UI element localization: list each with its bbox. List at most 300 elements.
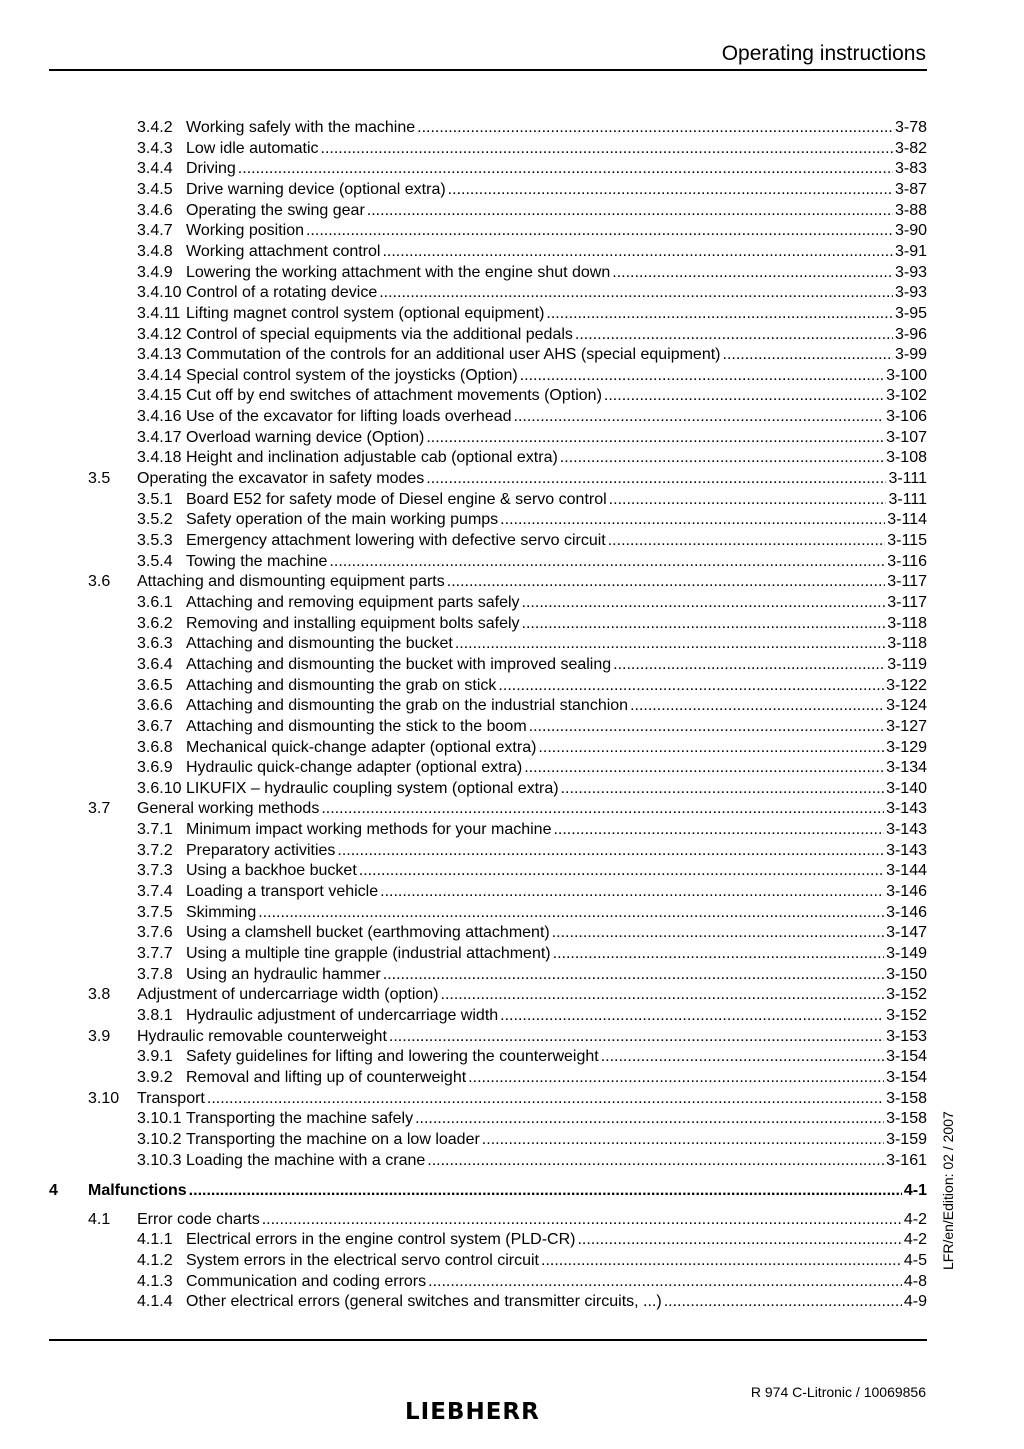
toc-entry-title: Removal and lifting up of counterweight: [186, 1068, 467, 1086]
dot-leader: [426, 428, 884, 448]
toc-entry-page: 3-127: [886, 717, 927, 735]
toc-entry-number: 3.6.2: [137, 614, 173, 632]
toc-entry-number: 3.4.11: [137, 304, 181, 322]
toc-entry[interactable]: [0, 1047, 1024, 1067]
dot-leader: [522, 593, 886, 613]
toc-entry-page: 3-154: [886, 1068, 927, 1086]
toc-entry[interactable]: [0, 1210, 1024, 1230]
toc-entry-number: 3.5.2: [137, 511, 173, 529]
toc-entry[interactable]: [0, 552, 1024, 572]
toc-entry-page: 3-153: [886, 1027, 927, 1045]
toc-entry-title: Board E52 for safety mode of Diesel engine & servo control: [186, 490, 607, 508]
toc-entry-number: 3.4.5: [137, 180, 173, 198]
toc-entry-page: 3-108: [886, 449, 927, 467]
toc-entry-page: 3-111: [888, 490, 927, 508]
dot-leader: [321, 799, 884, 819]
toc-entry-body: [137, 1027, 927, 1047]
toc-entry[interactable]: [0, 263, 1024, 283]
dot-leader: [514, 407, 885, 427]
header-rule: [49, 69, 927, 71]
toc-entry-body: [186, 1151, 927, 1171]
toc-entry[interactable]: [0, 531, 1024, 551]
toc-entry-number: 3.5.4: [137, 552, 173, 570]
toc-entry-title: Attaching and dismounting the bucket with improved sealing: [186, 655, 612, 673]
toc-entry-page: 3-161: [886, 1151, 927, 1169]
dot-leader: [383, 965, 884, 985]
dot-leader: [664, 1292, 902, 1312]
toc-entry-number: 3.8: [88, 986, 111, 1004]
toc-entry-page: 3-154: [886, 1048, 927, 1066]
toc-entry[interactable]: [0, 841, 1024, 861]
toc-entry-number: 3.6.8: [137, 738, 173, 756]
dot-leader: [723, 345, 893, 365]
toc-entry-body: [186, 118, 927, 138]
toc-entry-page: 3-114: [887, 511, 927, 529]
dot-leader: [426, 469, 886, 489]
toc-entry-body: [186, 696, 927, 716]
toc-entry[interactable]: [0, 779, 1024, 799]
toc-entry-page: 3-91: [894, 242, 927, 260]
toc-entry-body: [186, 841, 927, 861]
toc-entry-title: Attaching and removing equipment parts safely: [186, 593, 520, 611]
toc-entry[interactable]: [0, 861, 1024, 881]
dot-leader: [498, 676, 884, 696]
toc-entry-page: 4-8: [903, 1272, 927, 1290]
toc-entry-body: [186, 159, 927, 179]
toc-entry-page: 4-1: [903, 1182, 927, 1200]
toc-entry-number: 3.9.1: [137, 1048, 173, 1066]
toc-entry-body: [186, 180, 927, 200]
toc-entry[interactable]: [0, 201, 1024, 221]
dot-leader: [524, 758, 884, 778]
toc-entry[interactable]: [0, 1272, 1024, 1292]
toc-entry-number: 4.1.3: [137, 1272, 173, 1290]
toc-entry-title: Safety guidelines for lifting and lowering the counterweight: [186, 1048, 599, 1066]
toc-entry-page: 3-118: [887, 635, 927, 653]
toc-entry[interactable]: [0, 118, 1024, 138]
toc-entry-body: [186, 717, 927, 737]
toc-entry-number: 3.4.3: [137, 139, 173, 157]
toc-entry-body: [186, 139, 927, 159]
toc-entry-number: 3.4.16: [137, 408, 182, 426]
toc-entry-body: [186, 490, 927, 510]
toc-entry[interactable]: [0, 386, 1024, 406]
toc-entry[interactable]: [0, 304, 1024, 324]
toc-entry-page: 3-143: [886, 800, 927, 818]
toc-entry-title: Communication and coding errors: [186, 1272, 427, 1290]
toc-entry[interactable]: [0, 490, 1024, 510]
toc-entry-number: 3.4.14: [137, 366, 182, 384]
toc-entry-page: 3-111: [888, 470, 927, 488]
toc-entry-body: [186, 634, 927, 654]
toc-entry-title: Removing and installing equipment bolts safely: [186, 614, 520, 632]
toc-entry-number: 3.9.2: [137, 1068, 173, 1086]
toc-entry-page: 3-90: [894, 222, 927, 240]
toc-entry-page: 3-159: [886, 1130, 927, 1148]
toc-entry-body: [186, 1251, 927, 1271]
toc-entry-title: Other electrical errors (general switches and transmitter circuits, ...): [186, 1293, 662, 1311]
toc-entry-number: 3.7.3: [137, 862, 173, 880]
toc-entry[interactable]: [0, 325, 1024, 345]
dot-leader: [468, 1068, 884, 1088]
toc-entry[interactable]: [0, 345, 1024, 365]
toc-entry-number: 4.1.4: [137, 1293, 173, 1311]
toc-entry-title: Loading a transport vehicle: [186, 883, 379, 901]
toc-entry[interactable]: [0, 1089, 1024, 1109]
toc-entry[interactable]: [0, 469, 1024, 489]
toc-entry-title: Using a backhoe bucket: [186, 862, 357, 880]
toc-entry-body: [186, 242, 927, 262]
toc-entry-body: [186, 1230, 927, 1250]
toc-entry-page: 3-117: [887, 593, 927, 611]
toc-entry[interactable]: [0, 180, 1024, 200]
toc-entry-number: 3.4.8: [137, 242, 173, 260]
toc-entry[interactable]: [0, 572, 1024, 592]
toc-entry-body: [88, 1181, 927, 1201]
dot-leader: [541, 1251, 902, 1271]
toc-entry[interactable]: [0, 283, 1024, 303]
toc-entry-number: 3.5.3: [137, 532, 173, 549]
toc-entry-title: Electrical errors in the engine control system (PLD-CR): [186, 1231, 576, 1249]
toc-entry-title: Overload warning device (Option): [186, 428, 425, 446]
toc-entry[interactable]: [0, 1151, 1024, 1171]
toc-entry-page: 3-115: [887, 532, 927, 549]
toc-entry-number: 3.4.4: [137, 160, 173, 178]
toc-entry[interactable]: [0, 1181, 1024, 1201]
dot-leader: [207, 1089, 884, 1109]
toc-entry[interactable]: [0, 985, 1024, 1005]
toc-entry-page: 3-95: [894, 304, 927, 322]
toc-entry-number: 3.10: [88, 1089, 120, 1107]
toc-entry-title: Skimming: [186, 903, 257, 921]
toc-entry-body: [186, 1272, 927, 1292]
toc-entry[interactable]: [0, 820, 1024, 840]
toc-entry[interactable]: [0, 139, 1024, 159]
toc-entry-body: [186, 903, 927, 923]
toc-entry-body: [186, 325, 927, 345]
toc-entry-title: Operating the excavator in safety modes: [137, 470, 425, 488]
toc-entry[interactable]: [0, 696, 1024, 716]
toc-entry-page: 3-93: [894, 284, 927, 302]
toc-entry[interactable]: [0, 882, 1024, 902]
toc-entry-number: 3.8.1: [137, 1006, 173, 1024]
dot-leader: [238, 159, 893, 179]
dot-leader: [577, 1230, 901, 1250]
dot-leader: [553, 944, 884, 964]
toc-entry-body: [186, 386, 927, 406]
toc-entry-page: 3-116: [887, 552, 927, 570]
document-id: R 974 C-Litronic / 10069856: [750, 1384, 926, 1400]
toc-entry-number: 3.4.2: [137, 119, 173, 136]
toc-entry-title: Height and inclination adjustable cab (optional extra): [186, 449, 558, 467]
toc-entry-title: Error code charts: [137, 1210, 260, 1228]
toc-entry-body: [186, 1047, 927, 1067]
dot-leader: [561, 779, 884, 799]
toc-entry-title: Attaching and dismounting the grab on stick: [186, 676, 497, 694]
toc-entry-body: [186, 1068, 927, 1088]
toc-entry-number: 3.6.9: [137, 759, 173, 777]
dot-leader: [522, 614, 886, 634]
dot-leader: [529, 717, 884, 737]
dot-leader: [601, 1047, 884, 1067]
toc-entry-body: [186, 221, 927, 241]
toc-entry-body: [137, 985, 927, 1005]
toc-entry-number: 3.7.4: [137, 883, 173, 901]
dot-leader: [262, 1210, 902, 1230]
toc-entry-body: [186, 201, 927, 221]
dot-leader: [608, 531, 886, 551]
toc-entry-body: [186, 407, 927, 427]
toc-entry[interactable]: [0, 923, 1024, 943]
toc-entry-title: Hydraulic removable counterweight: [137, 1027, 387, 1045]
toc-entry-page: 3-146: [886, 903, 927, 921]
toc-entry-number: 3.7.1: [137, 821, 173, 839]
toc-entry-page: 4-5: [903, 1252, 927, 1270]
toc-entry[interactable]: [0, 1230, 1024, 1250]
toc-entry[interactable]: [0, 944, 1024, 964]
dot-leader: [553, 820, 884, 840]
toc-entry-page: 4-9: [903, 1293, 927, 1311]
dot-leader: [538, 738, 884, 758]
toc-entry-body: [186, 263, 927, 283]
toc-entry-page: 4-2: [903, 1231, 927, 1249]
toc-entry-body: [137, 799, 927, 819]
toc-entry-title: Operating the swing gear: [186, 201, 365, 219]
toc-entry-page: 3-106: [886, 408, 927, 426]
dot-leader: [428, 1272, 902, 1292]
toc-entry-number: 3.6.7: [137, 717, 173, 735]
toc-entry-title: Working position: [186, 222, 304, 240]
dot-leader: [448, 180, 893, 200]
toc-entry-title: System errors in the electrical servo control circuit: [186, 1252, 539, 1270]
toc-entry-number: 3.7.7: [137, 945, 173, 962]
toc-entry-page: 3-149: [886, 945, 927, 962]
toc-entry-body: [137, 469, 927, 489]
toc-entry[interactable]: [0, 448, 1024, 468]
toc-entry-number: 3.4.13: [137, 346, 182, 364]
toc-entry-title: Mechanical quick-change adapter (optional extra): [186, 738, 537, 756]
toc-entry[interactable]: [0, 593, 1024, 613]
toc-entry[interactable]: [0, 655, 1024, 675]
dot-leader: [609, 490, 887, 510]
toc-entry-number: 3.6: [88, 573, 111, 591]
toc-entry[interactable]: [0, 676, 1024, 696]
toc-entry-title: Hydraulic quick-change adapter (optional extra): [186, 759, 523, 777]
toc-entry[interactable]: [0, 242, 1024, 262]
toc-entry-number: 3.6.4: [137, 655, 173, 673]
toc-entry-title: Lifting magnet control system (optional equipment): [186, 304, 545, 322]
toc-entry-number: 4.1.1: [137, 1231, 173, 1249]
dot-leader: [455, 634, 885, 654]
toc-entry[interactable]: [0, 159, 1024, 179]
toc-entry[interactable]: [0, 428, 1024, 448]
dot-leader: [306, 221, 893, 241]
toc-entry-title: Driving: [186, 160, 236, 178]
liebherr-logo: [405, 1397, 565, 1423]
toc-entry[interactable]: [0, 1068, 1024, 1088]
toc-entry-number: 3.4.12: [137, 325, 182, 343]
toc-entry-title: Hydraulic adjustment of undercarriage width: [186, 1006, 499, 1024]
toc-entry-title: Transporting the machine safely: [186, 1110, 414, 1128]
toc-entry-body: [186, 428, 927, 448]
toc-entry[interactable]: [0, 1292, 1024, 1312]
toc-entry-title: Use of the excavator for lifting loads overhead: [186, 408, 512, 426]
toc-entry-title: Transporting the machine on a low loader: [186, 1130, 480, 1148]
toc-entry-number: 3.5: [88, 470, 111, 488]
toc-entry-title: Working attachment control: [186, 242, 381, 260]
toc-entry[interactable]: [0, 1130, 1024, 1150]
dot-leader: [546, 304, 893, 324]
dot-leader: [379, 283, 893, 303]
toc-entry-page: 3-87: [894, 180, 927, 198]
dot-leader: [447, 572, 886, 592]
page-header-title: Operating instructions: [721, 42, 926, 65]
toc-entry-title: Attaching and dismounting equipment parts: [137, 573, 445, 591]
toc-entry-title: Emergency attachment lowering with defective servo circuit: [186, 532, 606, 549]
toc-entry-body: [186, 758, 927, 778]
toc-entry-title: LIKUFIX – hydraulic coupling system (optional extra): [186, 779, 559, 797]
toc-entry-page: 3-129: [886, 738, 927, 756]
toc-entry-body: [186, 965, 927, 985]
toc-entry-body: [186, 1109, 927, 1129]
toc-entry-number: 3.6.6: [137, 697, 173, 715]
toc-entry-body: [186, 1292, 927, 1312]
toc-entry-title: Attaching and dismounting the bucket: [186, 635, 453, 653]
toc-entry[interactable]: [0, 1006, 1024, 1026]
toc-entry-body: [186, 779, 927, 799]
toc-entry-number: 3.4.17: [137, 428, 182, 446]
toc-entry[interactable]: [0, 634, 1024, 654]
toc-entry-page: 3-82: [894, 139, 927, 157]
toc-entry[interactable]: [0, 510, 1024, 530]
dot-leader: [482, 1130, 884, 1150]
dot-leader: [500, 510, 885, 530]
toc-entry-number: 4: [49, 1182, 58, 1200]
toc-entry-body: [186, 882, 927, 902]
toc-entry-body: [186, 366, 927, 386]
toc-entry-number: 3.4.18: [137, 449, 182, 467]
toc-entry-body: [186, 614, 927, 634]
toc-entry[interactable]: [0, 407, 1024, 427]
toc-entry-page: 3-158: [886, 1089, 927, 1107]
dot-leader: [560, 448, 884, 468]
toc-entry-title: Low idle automatic: [186, 139, 319, 157]
toc-entry[interactable]: [0, 799, 1024, 819]
dot-leader: [575, 325, 893, 345]
toc-entry[interactable]: [0, 366, 1024, 386]
toc-entry[interactable]: [0, 221, 1024, 241]
toc-entry-title: Loading the machine with a crane: [186, 1151, 426, 1169]
toc-entry-title: Attaching and dismounting the grab on the industrial stanchion: [186, 697, 629, 715]
dot-leader: [612, 263, 893, 283]
toc-entry-page: 3-102: [886, 387, 927, 405]
toc-entry-number: 3.6.3: [137, 635, 173, 653]
toc-entry-page: 3-119: [887, 655, 927, 673]
toc-entry-title: Towing the machine: [186, 552, 328, 570]
toc-entry-title: Special control system of the joysticks (Option): [186, 366, 518, 384]
toc-entry-body: [186, 552, 927, 572]
toc-entry-number: 3.7.8: [137, 965, 173, 983]
toc-entry-page: 3-147: [886, 924, 927, 942]
toc-entry-page: 4-2: [903, 1210, 927, 1228]
dot-leader: [520, 366, 884, 386]
toc-entry-page: 3-150: [886, 965, 927, 983]
toc-entry-number: 3.6.5: [137, 676, 173, 694]
toc-entry-page: 3-158: [886, 1110, 927, 1128]
toc-entry-title: Safety operation of the main working pumps: [186, 511, 499, 529]
dot-leader: [441, 985, 885, 1005]
dot-leader: [321, 139, 893, 159]
dot-leader: [258, 903, 884, 923]
toc-entry-number: 3.4.9: [137, 263, 173, 281]
toc-entry-title: Transport: [137, 1089, 205, 1107]
toc-entry[interactable]: [0, 717, 1024, 737]
toc-entry[interactable]: [0, 1027, 1024, 1047]
toc-entry[interactable]: [0, 965, 1024, 985]
toc-entry-page: 3-140: [886, 779, 927, 797]
dot-leader: [389, 1027, 884, 1047]
toc-entry-title: Minimum impact working methods for your machine: [186, 821, 552, 839]
toc-entry-number: 3.4.6: [137, 201, 173, 219]
toc-entry[interactable]: [0, 1109, 1024, 1129]
toc-entry-title: Control of a rotating device: [186, 284, 378, 302]
dot-leader: [415, 1109, 884, 1129]
toc-entry-page: 3-144: [886, 862, 927, 880]
toc-entry-page: 3-117: [887, 573, 927, 591]
toc-entry-number: 3.10.2: [137, 1130, 182, 1148]
toc-entry-title: Attaching and dismounting the stick to the boom: [186, 717, 527, 735]
dot-leader: [604, 386, 884, 406]
toc-entry-page: 3-118: [887, 614, 927, 632]
toc-entry-page: 3-107: [886, 428, 927, 446]
toc-entry-title: Preparatory activities: [186, 841, 336, 859]
toc-entry-body: [137, 1210, 927, 1230]
toc-entry-number: 3.10.3: [137, 1151, 182, 1169]
dot-leader: [427, 1151, 884, 1171]
toc-entry[interactable]: [0, 738, 1024, 758]
toc-entry[interactable]: [0, 614, 1024, 634]
toc-entry-number: 3.7: [88, 800, 111, 818]
toc-entry[interactable]: [0, 758, 1024, 778]
toc-entry-body: [137, 572, 927, 592]
toc-entry-title: Cut off by end switches of attachment movements (Option): [186, 387, 602, 405]
dot-leader: [613, 655, 885, 675]
dot-leader: [367, 201, 893, 221]
toc-entry-body: [186, 448, 927, 468]
toc-entry-page: 3-124: [886, 697, 927, 715]
toc-entry-title: Drive warning device (optional extra): [186, 180, 446, 198]
toc-entry-page: 3-152: [886, 986, 927, 1004]
dot-leader: [500, 1006, 884, 1026]
footer-rule: [49, 1339, 927, 1341]
toc-entry-page: 3-99: [894, 346, 927, 364]
toc-entry-body: [186, 738, 927, 758]
toc-entry-page: 3-143: [886, 841, 927, 859]
dot-leader: [329, 552, 885, 572]
toc-entry-body: [186, 676, 927, 696]
toc-entry-title: General working methods: [137, 800, 320, 818]
toc-entry-title: Lowering the working attachment with the engine shut down: [186, 263, 611, 281]
toc-entry-body: [186, 510, 927, 530]
toc-entry[interactable]: [0, 903, 1024, 923]
toc-entry-number: 3.6.1: [137, 593, 173, 611]
toc-entry-number: 4.1.2: [137, 1252, 173, 1270]
toc-entry-number: 3.4.15: [137, 387, 182, 405]
toc-entry[interactable]: [0, 1251, 1024, 1271]
toc-entry-number: 3.7.6: [137, 924, 173, 942]
toc-entry-body: [186, 1130, 927, 1150]
dot-leader: [382, 242, 893, 262]
